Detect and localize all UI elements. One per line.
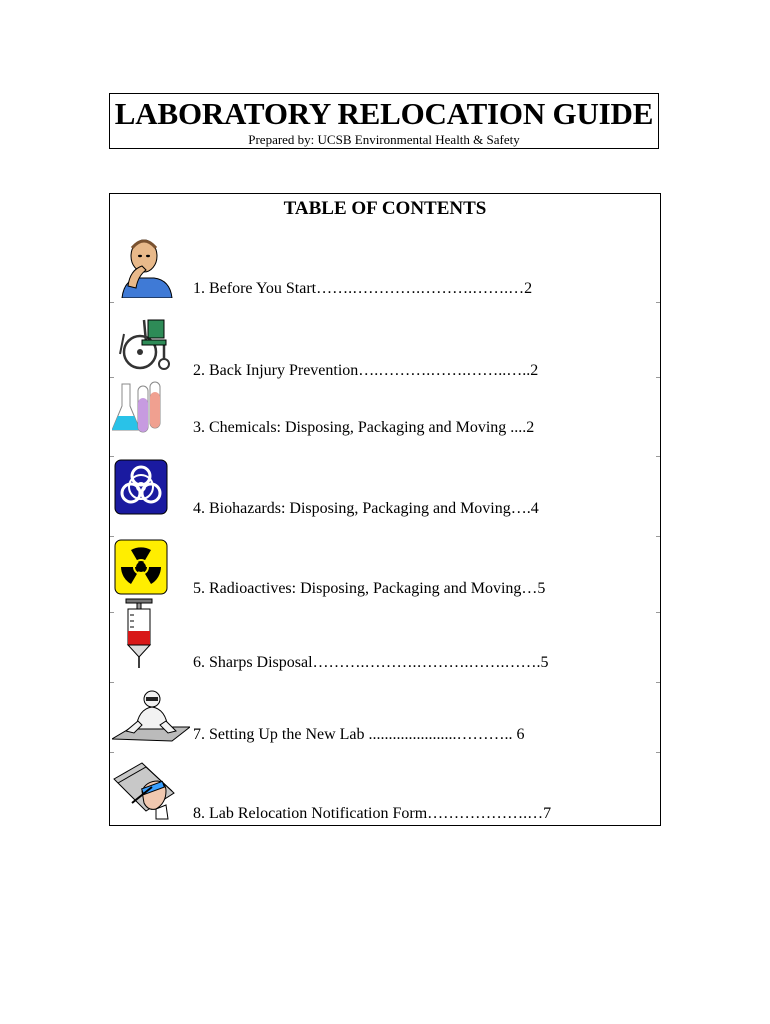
toc-item-before-you-start[interactable]: 1. Before You Start…….………….……….…….…2 <box>193 280 533 297</box>
wheelchair-icon <box>114 314 172 372</box>
row-divider <box>110 682 114 683</box>
row-divider <box>110 456 114 457</box>
thinking-person-icon <box>114 236 176 298</box>
row-divider <box>110 612 114 613</box>
toc-item-notification-form[interactable]: 8. Lab Relocation Notification Form……………….…7 <box>193 805 552 822</box>
toc-item-radioactives[interactable]: 5. Radioactives: Disposing, Packaging and Moving…5 <box>193 580 546 597</box>
row-divider <box>110 752 114 753</box>
biohazard-icon <box>114 459 168 515</box>
toc-item-biohazards[interactable]: 4. Biohazards: Disposing, Packaging and Moving….4 <box>193 500 539 517</box>
toc-item-new-lab[interactable]: 7. Setting Up the New Lab ......................……….. 6 <box>193 726 525 743</box>
toc-item-sharps-disposal[interactable]: 6. Sharps Disposal……….……….……….…….…….5 <box>193 654 549 671</box>
row-divider <box>656 752 660 753</box>
writing-hand-icon <box>112 759 176 821</box>
row-divider <box>656 536 660 537</box>
row-divider <box>110 536 114 537</box>
document-title: LABORATORY RELOCATION GUIDE <box>114 96 654 131</box>
document-subtitle: Prepared by: UCSB Environmental Health & Safety <box>248 132 520 147</box>
row-divider <box>656 377 660 378</box>
radiation-icon <box>114 539 168 595</box>
test-tubes-icon <box>112 380 170 436</box>
lab-worker-icon <box>112 687 190 743</box>
table-of-contents <box>109 193 661 826</box>
toc-heading: TABLE OF CONTENTS <box>283 198 487 219</box>
row-divider <box>656 682 660 683</box>
title-box <box>109 93 659 149</box>
row-divider <box>656 456 660 457</box>
row-divider <box>656 302 660 303</box>
row-divider <box>110 377 114 378</box>
row-divider <box>656 612 660 613</box>
toc-item-chemicals[interactable]: 3. Chemicals: Disposing, Packaging and Moving ....2 <box>193 419 535 436</box>
syringe-icon <box>122 597 156 669</box>
toc-item-back-injury-prevention[interactable]: 2. Back Injury Prevention….……….…….……..…..2 <box>193 362 539 379</box>
row-divider <box>110 302 114 303</box>
